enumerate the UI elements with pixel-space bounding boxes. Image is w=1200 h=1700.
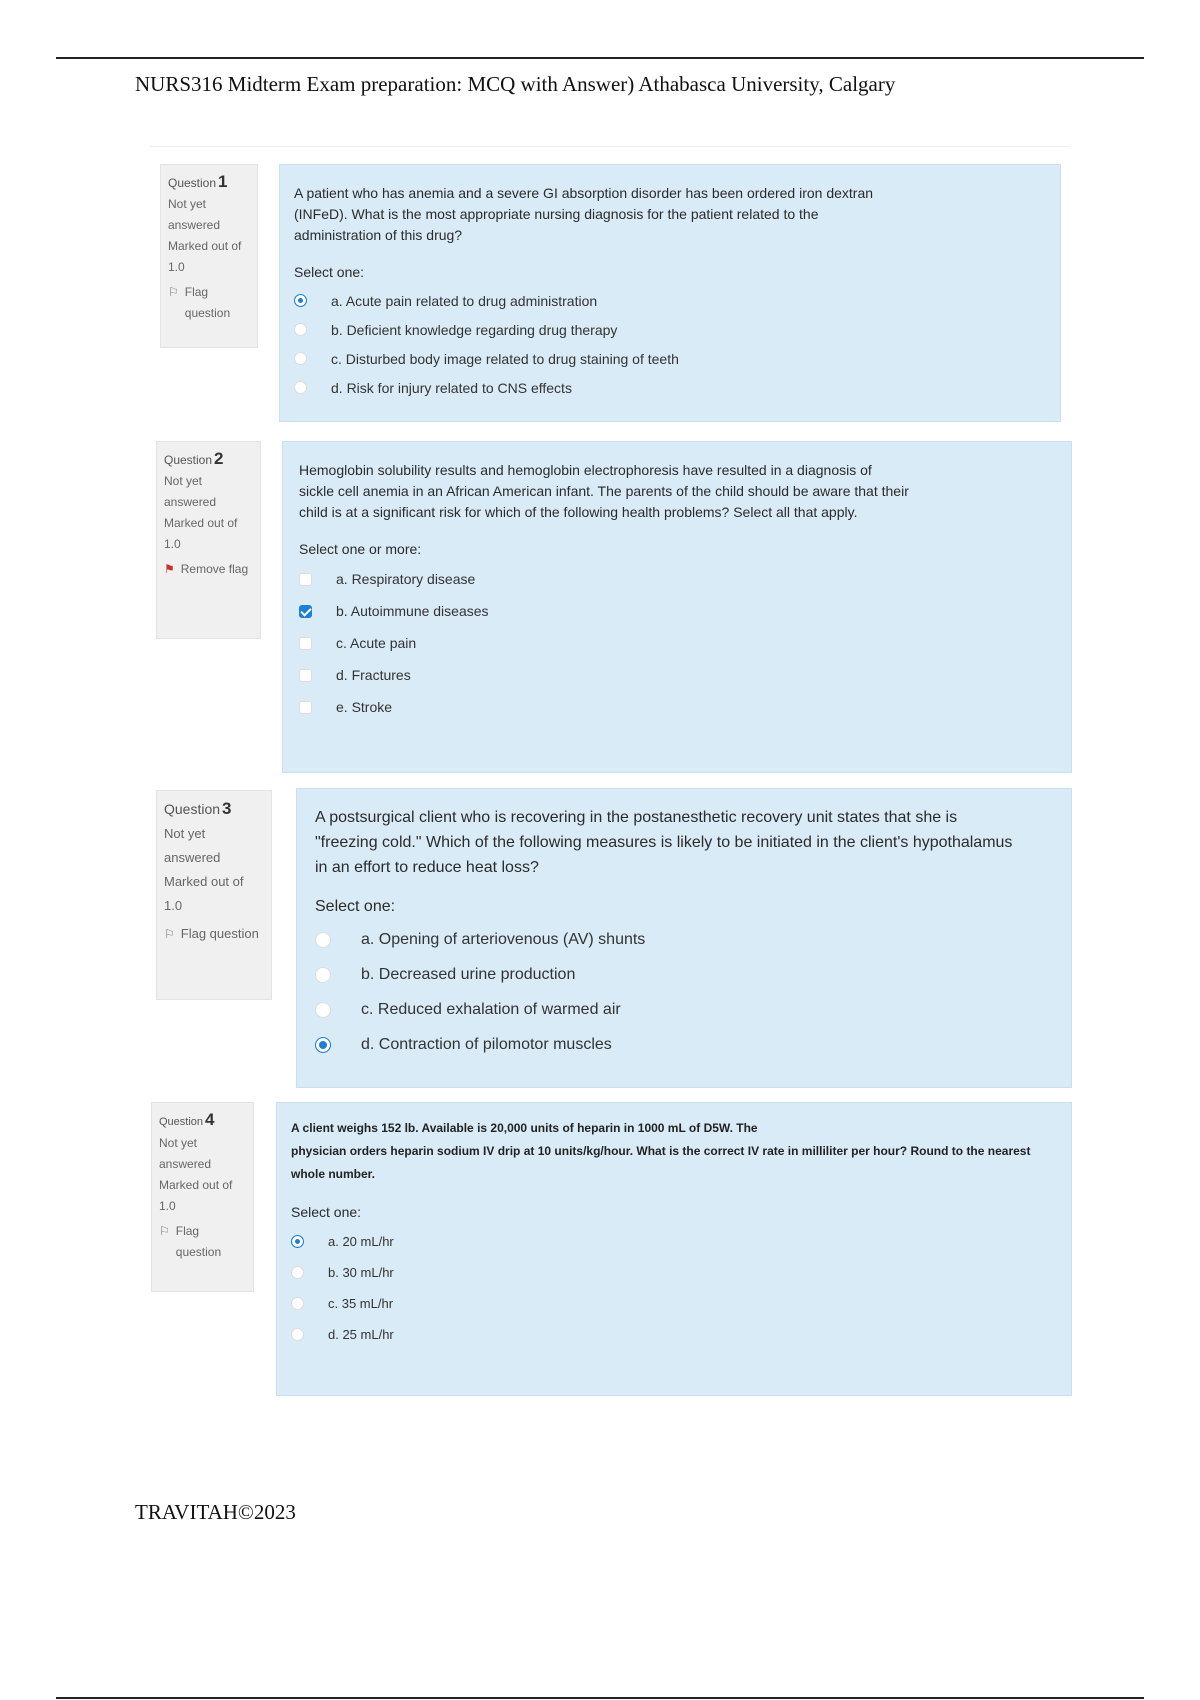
answer-option[interactable]	[294, 344, 1046, 373]
question-number: 1	[218, 172, 228, 191]
question-label: Question	[164, 801, 221, 817]
question-box-1	[279, 164, 1061, 422]
question-marks: Marked out of 1.0	[168, 239, 242, 274]
option-label: a. Acute pain related to drug administration	[331, 292, 598, 309]
radio-button[interactable]	[291, 1235, 304, 1248]
checkbox[interactable]	[299, 637, 312, 650]
question-info-1	[160, 164, 258, 348]
option-label: d. 25 mL/hr	[328, 1327, 394, 1342]
flag-question-button[interactable]	[159, 1221, 246, 1263]
option-label: d. Contraction of pilomotor muscles	[361, 1035, 612, 1053]
question-state: Not yet answered	[164, 474, 217, 509]
question-text-line: A client weighs 152 lb. Available is 20,000 units of heparin in 1000 mL of D5W. The	[291, 1121, 758, 1135]
radio-button[interactable]	[291, 1266, 304, 1279]
answer-option[interactable]	[299, 659, 1055, 691]
select-prompt: Select one:	[294, 264, 365, 280]
option-label: c. 35 mL/hr	[328, 1296, 394, 1311]
flag-label: Flag question	[180, 926, 259, 941]
question-label: Question	[164, 453, 213, 467]
flag-label: Remove flag	[180, 562, 249, 576]
question-info-3	[156, 790, 272, 1000]
answer-option[interactable]	[294, 286, 1046, 315]
option-label: d. Risk for injury related to CNS effects	[331, 379, 572, 396]
question-text: Hemoglobin solubility results and hemoglobin electrophoresis have resulted in a diagnosis of sickle cell anemia in an African American infant. The parents of the child should be aware that their child is at a significant risk for which of the following health problems? Select all that apply.	[299, 462, 909, 520]
answer-option[interactable]	[291, 1257, 1057, 1288]
question-text-line: whole number.	[291, 1167, 376, 1181]
select-prompt: Select one:	[315, 898, 396, 915]
bottom-rule	[56, 1697, 1144, 1699]
option-label: a. 20 mL/hr	[328, 1234, 394, 1249]
option-label: e. Stroke	[336, 699, 393, 715]
question-info-2	[156, 441, 261, 639]
answer-option[interactable]	[315, 957, 1053, 992]
question-state: Not yet answered	[159, 1136, 212, 1171]
top-rule	[56, 57, 1144, 59]
answer-option[interactable]	[299, 627, 1055, 659]
option-label: d. Fractures	[336, 667, 411, 683]
question-text: A postsurgical client who is recovering in the postanesthetic recovery unit states that she is "freezing cold." Which of the following measures is likely to be initiated in the client's hypothalamus in an effort to reduce heat loss?	[315, 809, 1013, 876]
select-prompt: Select one or more:	[299, 541, 422, 557]
remove-flag-button[interactable]	[164, 559, 253, 580]
radio-button[interactable]	[315, 932, 331, 948]
question-box-3	[296, 788, 1072, 1088]
question-box-2	[282, 441, 1072, 773]
option-label: c. Acute pain	[336, 635, 417, 651]
radio-button[interactable]	[315, 1037, 331, 1053]
radio-button[interactable]	[291, 1297, 304, 1310]
flag-label: Flag question	[184, 285, 231, 320]
answer-option[interactable]	[299, 691, 1055, 723]
document-title: NURS316 Midterm Exam preparation: MCQ with Answer) Athabasca University, Calgary	[135, 72, 896, 96]
flag-question-button[interactable]	[168, 282, 250, 324]
radio-button[interactable]	[294, 323, 307, 336]
radio-button[interactable]	[294, 352, 307, 365]
checkbox[interactable]	[299, 669, 312, 682]
answer-option[interactable]	[294, 315, 1046, 344]
answer-option[interactable]	[299, 563, 1055, 595]
answer-option[interactable]	[315, 922, 1053, 957]
question-label: Question	[159, 1116, 204, 1128]
option-label: b. 30 mL/hr	[328, 1265, 394, 1280]
radio-button[interactable]	[315, 967, 331, 983]
radio-button[interactable]	[294, 381, 307, 394]
question-text	[291, 1117, 1051, 1186]
question-text-line: physician orders heparin sodium IV drip at 10 units/kg/hour. What is the correct IV rate in milliliter per hour? Round to the nearest	[291, 1144, 1031, 1158]
answer-option[interactable]	[291, 1288, 1057, 1319]
question-number: 3	[222, 799, 232, 818]
flag-question-button[interactable]	[164, 922, 264, 946]
select-prompt: Select one:	[291, 1204, 362, 1220]
flag-icon: ⚑	[164, 562, 175, 576]
document-footer: TRAVITAH©2023	[135, 1500, 296, 1524]
checkbox[interactable]	[299, 605, 312, 618]
question-info-4	[151, 1102, 254, 1292]
question-text: A patient who has anemia and a severe GI absorption disorder has been ordered iron dextran (INFeD). What is the most appropriate nursing diagnosis for the patient related to the administration of this drug?	[294, 185, 874, 243]
answer-option[interactable]	[299, 595, 1055, 627]
radio-button[interactable]	[294, 294, 307, 307]
option-label: c. Disturbed body image related to drug staining of teeth	[331, 350, 679, 367]
answer-option[interactable]	[315, 1027, 1053, 1062]
flag-icon: ⚐	[168, 285, 179, 299]
checkbox[interactable]	[299, 573, 312, 586]
question-marks: Marked out of 1.0	[164, 516, 238, 551]
question-state: Not yet answered	[164, 826, 221, 865]
option-label: b. Autoimmune diseases	[336, 603, 489, 619]
radio-button[interactable]	[291, 1328, 304, 1341]
question-marks: Marked out of 1.0	[159, 1178, 233, 1213]
checkbox[interactable]	[299, 701, 312, 714]
flag-icon: ⚐	[164, 927, 175, 941]
question-label: Question	[168, 176, 217, 190]
question-box-4	[276, 1102, 1072, 1396]
option-label: b. Decreased urine production	[361, 965, 576, 983]
radio-button[interactable]	[315, 1002, 331, 1018]
question-number: 4	[205, 1110, 215, 1129]
option-label: c. Reduced exhalation of warmed air	[361, 1000, 621, 1018]
option-label: b. Deficient knowledge regarding drug therapy	[331, 321, 618, 338]
answer-option[interactable]	[294, 373, 1046, 402]
question-number: 2	[214, 449, 224, 468]
answer-option[interactable]	[291, 1226, 1057, 1257]
flag-icon: ⚐	[159, 1224, 170, 1238]
answer-option[interactable]	[315, 992, 1053, 1027]
option-label: a. Respiratory disease	[336, 571, 476, 587]
option-label: a. Opening of arteriovenous (AV) shunts	[361, 930, 646, 948]
question-state: Not yet answered	[168, 197, 221, 232]
question-marks: Marked out of 1.0	[164, 874, 244, 913]
flag-label: Flag question	[175, 1224, 222, 1259]
answer-option[interactable]	[291, 1319, 1057, 1350]
